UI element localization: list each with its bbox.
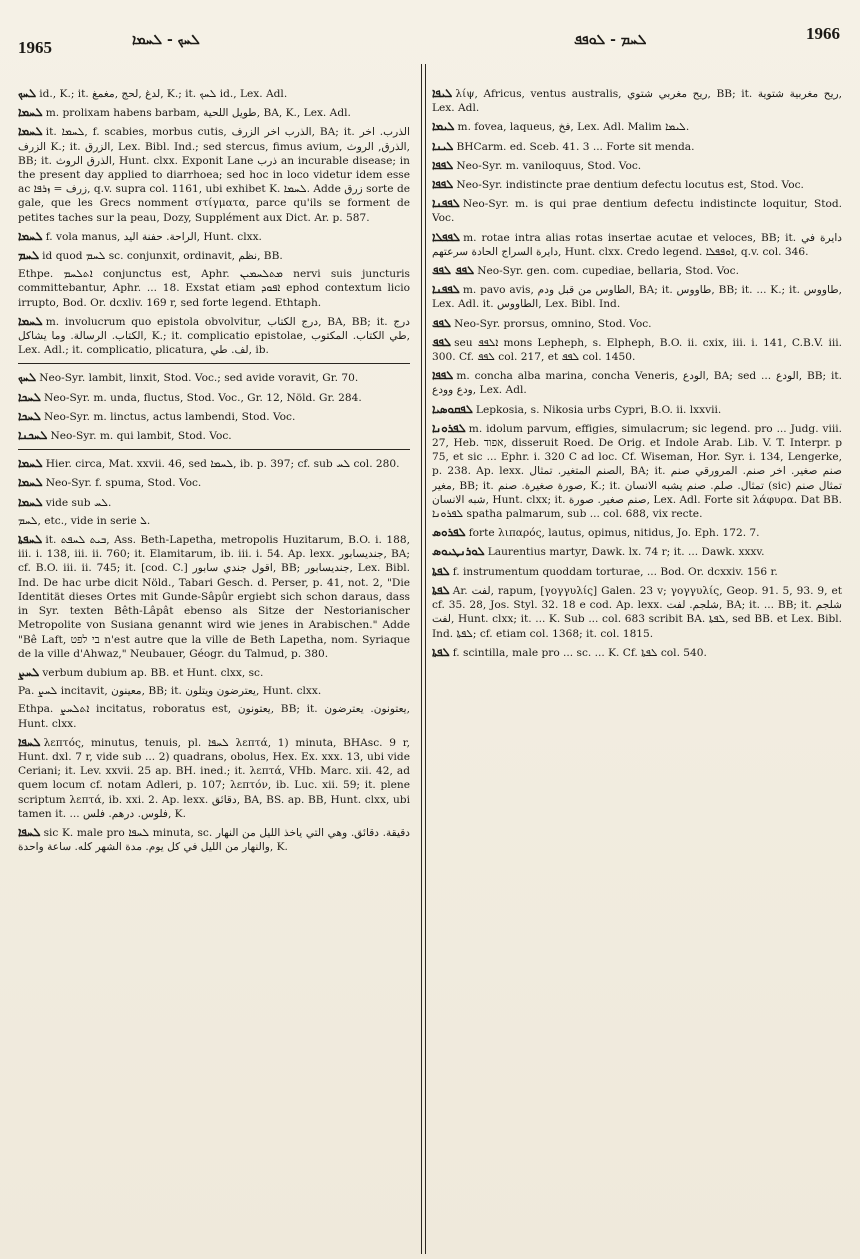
dictionary-entry <box>18 105 410 120</box>
entry-headword: ܠܦܦܐ <box>432 368 454 383</box>
entry-headword: ܠܦܦܢܐ <box>432 196 460 211</box>
dictionary-entry <box>432 282 842 311</box>
entry-headword: ܠܦܦܐ <box>432 157 454 172</box>
right-column <box>432 86 842 1246</box>
entry-definition: m. fovea, laqueus, فخ, Lex. Adl. Malim ܠܝܡܐ. <box>457 121 690 134</box>
dictionary-entry <box>18 124 410 224</box>
entry-definition: m. involucrum quo epistola obvolvitur, درج الكتاب, BA, BB; it. درج الكتاب. الرسالة. وما يشاكل, K.; it. complicatio epistolae, طي الكتاب. المكتوب, Lex. Adl.; it. complicatio, plicatura, لف. طي, ib. <box>18 315 410 357</box>
entry-headword: ܠܚܦܐ <box>18 734 41 749</box>
left-running-head: ܠܚܟ - ܠܚܡܐ <box>132 32 200 48</box>
dictionary-entry <box>432 86 842 115</box>
section-rule <box>18 449 410 450</box>
entry-headword: ܠܚܟ <box>18 370 37 385</box>
entry-definition: Lepkosia, s. Nikosia urbs Cypri, B.O. ii. lxxvii. <box>475 403 722 416</box>
entry-definition: sic K. male pro ܠܚܦܐ minuta, sc. دقيقة. دقائق. وهي التي ياخذ الليل من النهار والنهار من الليل في كل يوم. مدة الشهر كله. ساعة واحدة, K. <box>18 826 410 854</box>
entry-definition: m. pavo avis, الطاوس من قبل ودم, BA; it. طاووس, BB; it. ... K.; it. طاووس, Lex. Adl. it. الطاووس, Lex. Bibl. Ind. <box>432 284 842 311</box>
entry-definition: seu ܐܠܦܦ mons Lepheph, s. Elpheph, B.O. ii. cxix, iii. i. 141, C.B.V. iii. 300. Cf. ܠܦܦ col. 217, et ܠܦܦ col. 1450. <box>432 336 842 364</box>
entry-definition: ܠܚܡ, etc., vide in serie ܠ. <box>18 514 151 527</box>
dictionary-entry <box>18 229 410 244</box>
entry-definition: Neo-Syr. m. vaniloquus, Stod. Voc. <box>456 159 642 172</box>
left-column-number: 1965 <box>18 38 52 57</box>
dictionary-entry <box>432 196 842 225</box>
entry-definition: Ar. لفت, rapum, [γογγυλίς] Galen. 23 v; γογγυλίς, Geop. 91. 5, 93. 9, et cf. 35. 28, Jos. Styl. 32. 18 e cod. Ap. lexx. شلجم. لفت, BA; it. ... BB; it. شلجم لفت, Hunt. clxx; it. ... K. Sub ... col. 683 scribit BA. ܠܦܬܐ, sed BB. et Lex. Bibl. Ind. ܠܦܬܐ; cf. etiam col. 1368; it. col. 1815. <box>432 584 842 640</box>
dictionary-entry <box>432 583 842 641</box>
dictionary-entry <box>18 267 410 310</box>
entry-headword: ܠܦܦܠܐ <box>432 229 461 244</box>
entry-headword: ܠܚܡܐ <box>18 124 43 139</box>
entry-definition: Ethpe. ܐܬܠܚܡ conjunctus est, Aphr. ܡܬܠܚܡܝܢ nervi suis juncturis committebantur, Aphr. ... 18. Exstat etiam ܐܦܘܕ ephod contextum licio irrupto, Bod. Or. dcxliv. 169 r, sed forte legend. Ethtaph. <box>18 268 410 309</box>
entry-definition: BHCarm. ed. Sceb. 41. 3 ... Forte sit menda. <box>456 140 695 153</box>
entry-headword: ܠܝܢܐ <box>432 138 454 153</box>
entry-definition: verbum dubium ap. BB. et Hunt. clxx, sc. <box>42 666 264 679</box>
entry-headword: ܠܦܪܘܣ <box>432 525 466 540</box>
entry-definition: Ethpa. ܐܬܠܚܨ incitatus, roboratus est, يعتونون, BB; it. يعتونون. يعترضون, Hunt. clxx. <box>18 703 410 730</box>
entry-headword: ܠܚܡܐ <box>18 475 43 490</box>
dictionary-entry <box>18 825 410 854</box>
left-column <box>18 86 410 1246</box>
entry-definition: Neo-Syr. m. qui lambit, Stod. Voc. <box>50 430 232 443</box>
column-divider <box>425 64 426 1254</box>
entry-definition: Neo-Syr. f. spuma, Stod. Voc. <box>45 477 202 490</box>
dictionary-entry <box>432 119 842 134</box>
entry-headword: ܠܚܟܐ <box>18 408 41 423</box>
entry-headword: ܠܝܡܐ <box>432 119 455 134</box>
dictionary-entry <box>18 665 410 680</box>
dictionary-entry <box>432 564 842 579</box>
entry-headword: ܠܦܬܐ <box>432 563 450 578</box>
section-rule <box>18 363 410 364</box>
dictionary-entry <box>18 702 410 730</box>
entry-headword: ܠܦܦ <box>432 334 452 349</box>
dictionary-entry <box>18 684 410 698</box>
entry-definition: λεπτός, minutus, tenuis, pl. ܠܚܦܐ λεπτά, 1) minuta, BHAsc. 9 r, Hunt. dxl. 7 r, vide sub ... 2) quadrans, obolus, Hex. Ex. xxx. 13, ubi vide Ceriani; it. Lev. xxvii. 25 ap. BH. ined.; it. λεπτά, VHb. Marc. xii. 42, ad quem locum cf. notam Adleri, p. 107; λεπτόν, ib. Luc. xii. 59; it. plene scriptum λεπτά, ib. xxi. 2. Ap. lexx. دقائق, BA, BS. ap. BB, Hunt. clxx, ubi tamen it. ... فلوس. درهم. فلس, K. <box>18 736 410 820</box>
dictionary-entry <box>18 475 410 490</box>
entry-definition: λίψ, Africus, ventus australis, ريح مغربي شتوي, BB; it. ريح مغربية شتوية, Lex. Adl. <box>432 88 842 115</box>
entry-definition: Pa. ܠܚܨ incitavit, معينون, BB; it. يعترضون ويتلون, Hunt. clxx. <box>18 685 322 698</box>
dictionary-entry <box>18 514 410 528</box>
dictionary-entry <box>432 139 842 154</box>
dictionary-entry <box>18 248 410 263</box>
entry-headword: ܠܚܡܐ <box>18 494 43 509</box>
entry-headword: ܠܦܩܘܣܝܐ <box>432 401 473 416</box>
entry-definition: vide sub ܠܚ. <box>45 496 112 509</box>
dictionary-entry <box>432 263 842 278</box>
dictionary-entry <box>18 390 410 405</box>
entry-definition: Neo-Syr. m. linctus, actus lambendi, Stod. Voc. <box>43 410 296 423</box>
dictionary-entry <box>18 532 410 661</box>
entry-headword: ܠܘܪܢܛܝܘܣ <box>432 544 485 559</box>
entry-headword: ܠܦܦ <box>432 315 452 330</box>
dictionary-entry <box>18 495 410 510</box>
entry-headword: ܠܚܟܐ <box>18 389 41 404</box>
entry-headword: ܠܝܦܐ <box>432 86 453 100</box>
dictionary-entry <box>432 645 842 660</box>
entry-definition: Neo-Syr. indistincte prae dentium defectu locutus est, Stod. Voc. <box>456 179 804 192</box>
page-header <box>14 18 846 58</box>
dictionary-entry <box>432 421 842 521</box>
dictionary-entry <box>432 368 842 397</box>
entry-definition: id quod ܠܚܡ sc. conjunxit, ordinavit, نظم, BB. <box>42 250 283 263</box>
entry-definition: it. ܠܚܡܐ, f. scabies, morbus cutis, الذرب اخر الزرف, BA; it. الذرب. اخر الزرف K.; it. الزرق, Lex. Bibl. Ind.; sed stercus, fimus avium, الذرق, الروث, BB; it. الذرق الروث, Hunt. clxx. Exponit Lane ذرب an incurable disease; in the present day applied to diarrhoea; sed hoc in loco videtur idem esse ac زرف = ܙܪܦܐ, q.v. supra col. 1161, ubi exhibet K. ܠܚܡܐ. Adde زرق sorte de gale, que les Grecs nomment στίγματα, parce qu'ils se forment de petites taches sur la peau, Dozy, Supplément aux Dict. Ar. p. 587. <box>18 126 410 224</box>
dictionary-entry <box>432 544 842 559</box>
entry-definition: forte λιπαρός, lautus, opimus, nitidus, Jo. Eph. 172. 7. <box>468 527 760 540</box>
entry-headword: ܠܦܪܘܢܐ <box>432 420 466 435</box>
entry-definition: m. idolum parvum, effigies, simulacrum; sic legend. pro ... Judg. viii. 27, Heb. אפוד, disseruit Roed. De Orig. et Indole Arab. Lib. V. T. Interpr. p 75, et sic ... Ephr. i. 320 C ad loc. Cf. Wiseman, Hor. Syr. i. 134, Lengerke, p. 238. Ap. lexx. الصنم المتغير. تمثال, BA; it. صنم صغير. اخر صنم. المرورقي صنم مغير, BB; it. صورة صغيرة. صنم, K.; it. تمثال. صلم. صنم يشبه الانسان (sic) تمثال صنم شبه الانسان, Hunt. clxx; it. صنم صغير. صورة, Lex. Adl. Forte sit λάφυρα. Dat BB. ܠܦܪܘܢܐ spatha palmarum, sub ... col. 688, vix recte. <box>432 422 842 521</box>
entry-headword: ܠܦܦܢܐ <box>432 282 460 297</box>
column-divider <box>421 64 422 1254</box>
entry-headword: ܠܦܦܐ <box>432 177 454 192</box>
dictionary-entry <box>432 316 842 331</box>
dictionary-entry <box>432 177 842 192</box>
dictionary-entry <box>18 409 410 424</box>
dictionary-entry <box>18 428 410 443</box>
entry-headword: ܠܚܦܐ <box>18 824 41 839</box>
entry-headword: ܠܚܡܐ <box>18 313 43 328</box>
entry-definition: f. scintilla, male pro ... sc. ... K. Cf. ܠܦܬܐ col. 540. <box>452 646 707 659</box>
dictionary-entry <box>18 456 410 471</box>
entry-definition: m. concha alba marina, concha Veneris, الودع, BA; sed ... الودع, BB; it. ودع وودع, Lex. Adl. <box>432 370 842 397</box>
entry-definition: Neo-Syr. m. unda, fluctus, Stod. Voc., Gr. 12, Nöld. Gr. 284. <box>43 391 362 404</box>
entry-definition: Neo-Syr. m. is qui prae dentium defectu indistincte loquitur, Stod. Voc. <box>432 198 842 225</box>
entry-definition: f. vola manus, الراحة. حفنة اليد, Hunt. clxx. <box>45 230 262 243</box>
entry-definition: Neo-Syr. prorsus, omnino, Stod. Voc. <box>454 317 652 330</box>
entry-definition: f. instrumentum quoddam torturae, ... Bod. Or. dcxxiv. 156 r. <box>452 565 778 578</box>
dictionary-entry <box>18 735 410 821</box>
dictionary-entry <box>432 525 842 540</box>
entry-definition: Hier. circa, Mat. xxvii. 46, sed ܠܚܡܐ, ib. p. 397; cf. sub ܠܚ col. 280. <box>45 458 400 471</box>
entry-definition: Laurentius martyr, Dawk. lx. 74 r; it. ... Dawk. xxxv. <box>487 546 765 559</box>
dictionary-entry <box>18 370 410 385</box>
entry-definition: m. rotae intra alias rotas insertae acutae et veloces, BB; it. دايرة في دايرة السراج الحادة سرعتهم, Hunt. clxx. Credo legend. ܐܘܦܦܠܐ, q.v. col. 346. <box>432 231 842 258</box>
entry-headword: ܠܦܬܐ <box>432 582 450 597</box>
entry-headword: ܠܚܡܐ <box>18 228 43 243</box>
right-column-number: 1966 <box>806 24 840 43</box>
entry-headword: ܠܚܟ <box>18 86 37 100</box>
entry-headword: ܠܚܡ <box>18 248 40 263</box>
entry-headword: ܠܦܦ ܠܦܦ <box>432 263 475 278</box>
entry-headword: ܠܚܟܢܐ <box>18 428 48 443</box>
entry-headword: ܠܚܡܐ <box>18 105 43 120</box>
dictionary-entry <box>432 158 842 173</box>
right-running-head: ܠܚܡ - ܠܘܦܦ <box>574 32 647 48</box>
entry-definition: it. ܒܝܬ ܠܚܦܬ, Ass. Beth-Lapetha, metropolis Huzitarum, B.O. i. 188, iii. i. 138, iii. ii. 760; it. Elamitarum, ib. iii. i. 54. Ap. lexx. جنديسابور, BA; cf. B.O. iii. ii. 745; it. [cod. C.] اقول جندي سابور, BB; جنديسابور, Lex. Bibl. Ind. De hac urbe dicit Nöld., Tabari Gesch. d. Perser, p. 41, not. 2, "Die Identität dieses Ortes mit Gunde-Sâpûr ergiebt sich schon daraus, dass in Syr. texten Bêth-Lâpât ebenso als Sitze der Nestorianischer Metropolite von Susiana genannt wird wie jenes in Arabischen." Adde "Bê Laft, בי לפט n'est autre que la ville de Beth Lapetha, nom. Syriaque de la ville d'Ahwaz," Neubauer, Géogr. du Talmud, p. 380. <box>18 534 410 660</box>
entry-definition: Neo-Syr. lambit, linxit, Stod. Voc.; sed avide voravit, Gr. 70. <box>39 372 359 385</box>
entry-headword: ܠܚܨ <box>18 664 40 679</box>
entry-headword: ܠܚܦܬܐ <box>18 532 43 547</box>
entry-definition: id., K.; it. لدغ ,لحج ,مغمغ, K.; it. ܠܚܟ id., Lex. Adl. <box>39 88 288 100</box>
entry-definition: m. prolixam habens barbam, طويل اللحية, BA, K., Lex. Adl. <box>45 107 351 120</box>
dictionary-entry <box>432 335 842 364</box>
dictionary-entry <box>18 314 410 358</box>
dictionary-entry <box>432 402 842 417</box>
entry-definition: Neo-Syr. gen. com. cupediae, bellaria, Stod. Voc. <box>477 265 739 278</box>
dictionary-entry <box>432 230 842 259</box>
entry-headword: ܠܚܡܐ <box>18 456 43 471</box>
entry-headword: ܠܦܬܐ <box>432 644 450 659</box>
dictionary-entry <box>18 86 410 101</box>
